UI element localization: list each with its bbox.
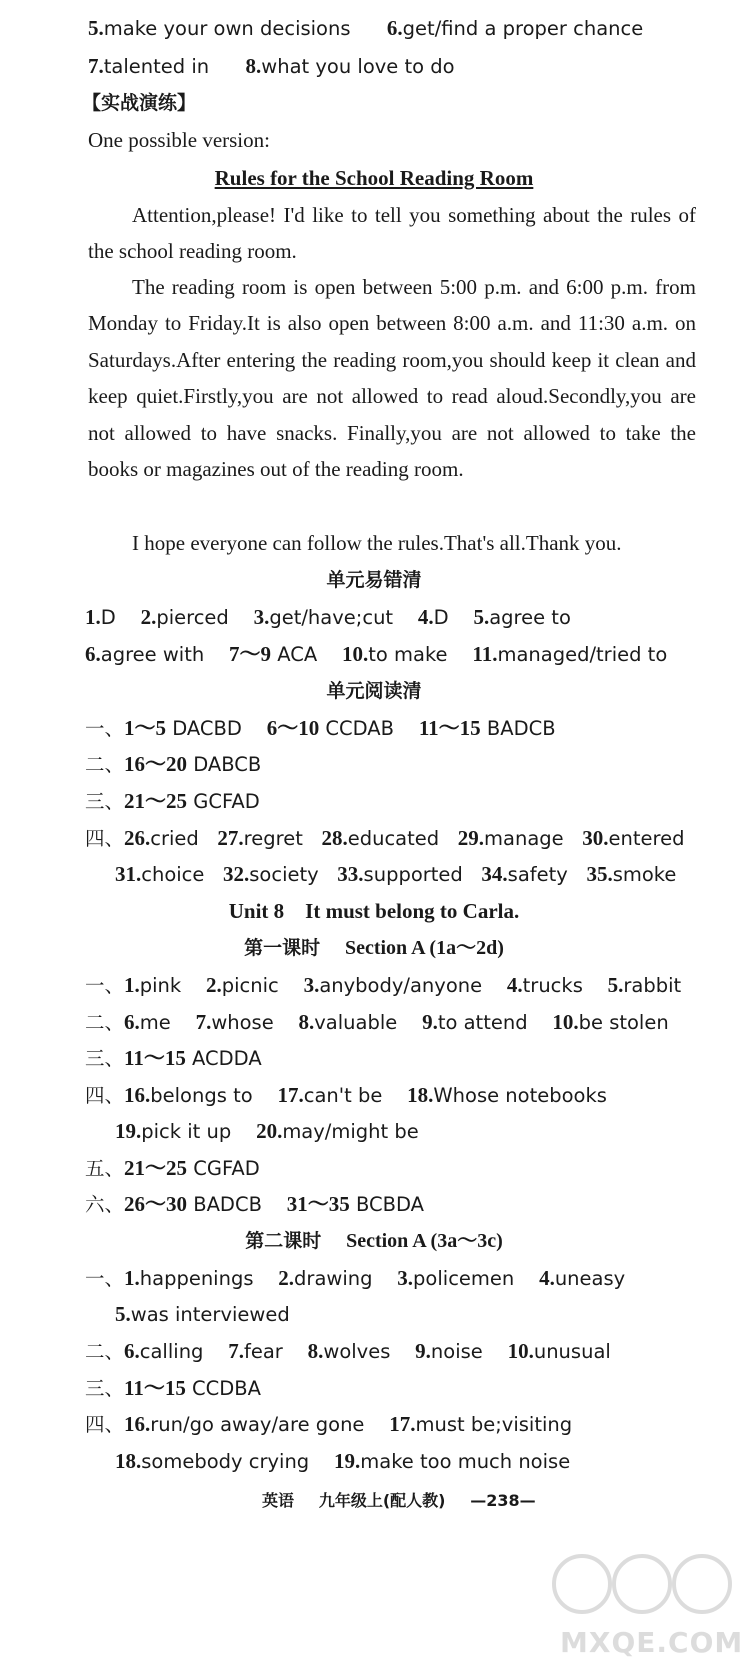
answer-line: 二、16～20 DABCB xyxy=(85,752,262,776)
essay-title: Rules for the School Reading Room xyxy=(214,166,534,190)
answer-line: 5.was interviewed xyxy=(115,1302,290,1326)
answer-line: 六、26～30 BADCB 31～35 BCBDA xyxy=(85,1192,424,1216)
answer-line: 三、11～15 CCDBA xyxy=(85,1376,262,1400)
section-heading: 【实战演练】 xyxy=(82,92,197,114)
answer-line: 二、6.me 7.whose 8.valuable 9.to attend 10.be stolen xyxy=(85,1010,669,1034)
answer-line: 1.D 2.pierced 3.get/have;cut 4.D 5.agree to xyxy=(85,605,571,629)
answer-line: 5.make your own decisions 6.get/find a proper chance xyxy=(88,16,644,40)
watermark-logo xyxy=(542,1544,742,1664)
answer-line: 四、16.belongs to 17.can't be 18.Whose notebooks xyxy=(85,1083,607,1107)
answer-line: 19.pick it up 20.may/might be xyxy=(115,1119,419,1143)
page-footer: 英语 九年级上(配人教) —238— xyxy=(262,1491,536,1510)
answer-line: 一、1～5 DACBD 6～10 CCDAB 11～15 BADCB xyxy=(85,716,556,740)
answer-line: 7.talented in 8.what you love to do xyxy=(88,54,455,78)
unit-heading: Unit 8 It must belong to Carla. xyxy=(228,899,520,923)
answer-line: 三、11～15 ACDDA xyxy=(85,1046,262,1070)
lesson-heading: 第一课时 Section A (1a～2d) xyxy=(244,937,504,959)
lesson-heading: 第二课时 Section A (3a～3c) xyxy=(245,1230,503,1252)
answer-line: 一、1.pink 2.picnic 3.anybody/anyone 4.trucks 5.rabbit xyxy=(85,973,682,997)
answer-line: 四、16.run/go away/are gone 17.must be;visiting xyxy=(85,1412,573,1436)
answer-line: 四、26.cried 27.regret 28.educated 29.manage 30.entered xyxy=(85,826,685,850)
section-heading: 单元易错清 xyxy=(326,569,422,591)
essay-paragraph: I hope everyone can follow the rules.That's all.Thank you. xyxy=(132,531,622,555)
answer-line: 一、1.happenings 2.drawing 3.policemen 4.uneasy xyxy=(85,1266,626,1290)
answer-line: 6.agree with 7～9 ACA 10.to make 11.managed/tried to xyxy=(85,642,668,666)
essay-paragraph: Attention,please! I'd like to tell you something about the rules of the school reading room. xyxy=(88,203,696,264)
intro-text: One possible version: xyxy=(88,128,270,152)
answer-line: 31.choice 32.society 33.supported 34.safety 35.smoke xyxy=(115,862,677,886)
watermark-text: MXQE.COM xyxy=(560,1626,744,1659)
answer-line: 三、21～25 GCFAD xyxy=(85,789,260,813)
answer-line: 二、6.calling 7.fear 8.wolves 9.noise 10.unusual xyxy=(85,1339,611,1363)
essay-paragraph: The reading room is open between 5:00 p.m. and 6:00 p.m. from Monday to Friday.It is also open between 8:00 a.m. and 11:30 a.m. on Saturdays.After entering the reading room,you should keep it clean and keep quiet.Firstly,you are not allowed to read aloud.Secondly,you are not allowed to have snacks. Finally,you are not allowed to take the books or magazines out of the reading room. xyxy=(88,275,696,482)
section-heading: 单元阅读清 xyxy=(326,680,422,702)
answer-line: 18.somebody crying 19.make too much noise xyxy=(115,1449,571,1473)
answer-line: 五、21～25 CGFAD xyxy=(85,1156,260,1180)
